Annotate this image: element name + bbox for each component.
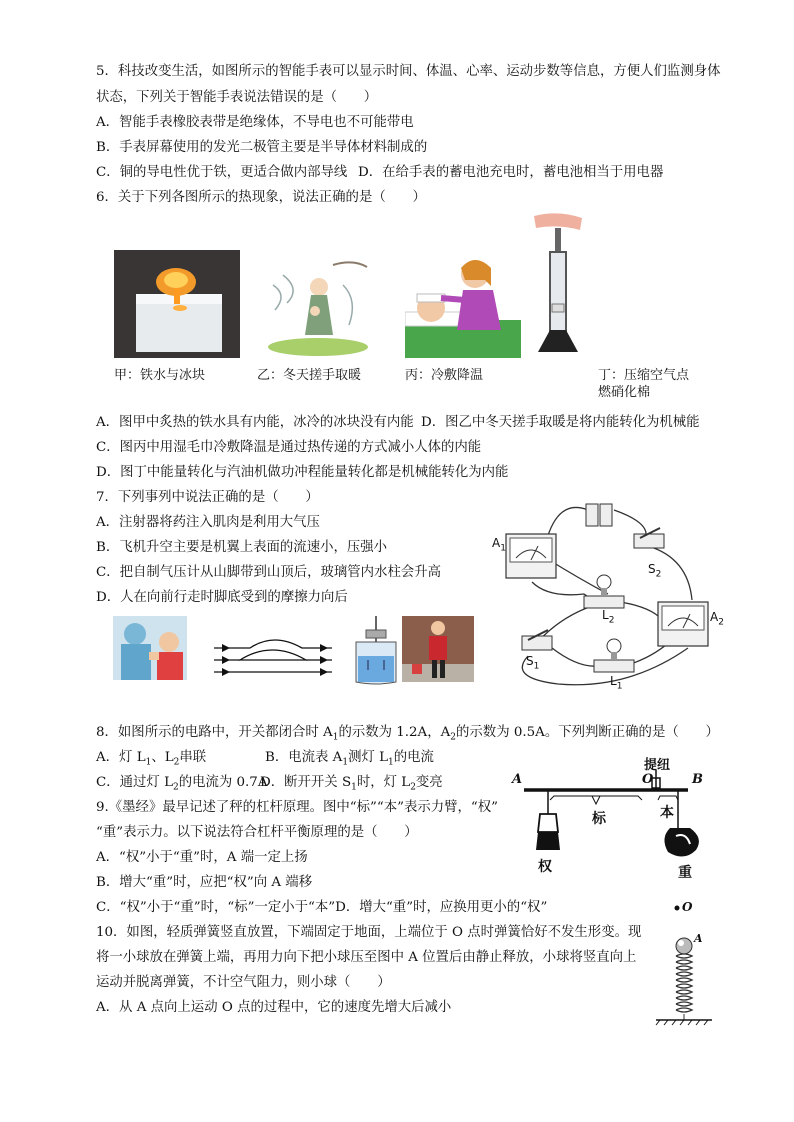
caption-yi: 乙：冬天搓手取暖 bbox=[257, 368, 362, 383]
caption-ding-line2: 燃硝化棉 bbox=[598, 385, 651, 400]
q7-stem: 7．下列事列中说法正确的是（ ） bbox=[96, 490, 319, 505]
q8-option-d: D．断开开关 $S_1$时，灯 $L_2$变亮 bbox=[260, 775, 443, 793]
q10-stem-line2: 将一小球放在弹簧上端，再用力向下把小球压至图中 A 位置后由静止释放，小球将竖直向上 bbox=[96, 950, 637, 965]
label-s1: $S_1$ bbox=[526, 654, 540, 672]
q10-stem-line1: 10．如图，轻质弹簧竖直放置，下端固定于地面，上端位于 O 点时弹簧恰好不发生形变。现 bbox=[96, 925, 642, 940]
photo-injection bbox=[113, 616, 187, 680]
caption-jia: 甲：铁水与冰块 bbox=[114, 368, 206, 383]
q5-option-b: B．手表屏幕使用的发光二极管主要是半导体材料制成的 bbox=[96, 140, 428, 155]
lever-label-ben: 本 bbox=[660, 805, 674, 821]
label-s2: $S_2$ bbox=[648, 562, 662, 580]
caption-ding-line1: 丁：压缩空气点 bbox=[598, 368, 690, 383]
spring-ball-diagram bbox=[650, 896, 720, 1026]
q7-option-a: A．注射器将药注入肌肉是利用大气压 bbox=[96, 515, 320, 530]
lever-label-a: A bbox=[512, 772, 523, 787]
spring-label-a: A bbox=[694, 932, 703, 945]
illustration-compressed-air-cylinder bbox=[528, 212, 588, 360]
wing-airflow-diagram bbox=[210, 634, 336, 682]
spring-label-o: O bbox=[682, 900, 693, 914]
lever-label-b: B bbox=[692, 772, 703, 787]
q9-option-a: A．“权”小于“重”时，A 端一定上扬 bbox=[96, 850, 308, 865]
homemade-barometer bbox=[348, 616, 404, 686]
caption-bing: 丙：冷敷降温 bbox=[405, 368, 484, 383]
q7-option-c: C．把自制气压计从山脚带到山顶后，玻璃管内水柱会升高 bbox=[96, 565, 442, 580]
q9-option-cd: C．“权”小于“重”时，“标”一定小于“本”D．增大“重”时，应换用更小的“权” bbox=[96, 900, 548, 915]
q5-stem-line1: 5．科技改变生活，如图所示的智能手表可以显示时间、体温、心率、运动步数等信息，方便人们监测身体 bbox=[96, 64, 721, 79]
q7-option-d: D．人在向前行走时脚底受到的摩擦力向后 bbox=[96, 590, 348, 605]
lever-label-tizu: 提纽 bbox=[644, 758, 671, 773]
q5-stem-line2: 状态，下列关于智能手表说法错误的是（ ） bbox=[96, 90, 378, 105]
illustration-rubbing-hands bbox=[263, 255, 373, 357]
q10-option-a: A．从 A 点向上运动 O 点的过程中，它的速度先增大后减小 bbox=[96, 1000, 452, 1015]
lever-label-quan: 权 bbox=[538, 859, 552, 875]
q8-option-c: C．通过灯 $L_2$的电流为 0.7A bbox=[96, 775, 268, 793]
label-a1: $A_1$ bbox=[492, 536, 506, 554]
q6-stem: 6．关于下列各图所示的热现象，说法正确的是（ ） bbox=[96, 190, 426, 205]
photo-molten-iron-ice bbox=[114, 250, 240, 358]
photo-walking-person bbox=[402, 616, 474, 682]
lever-label-biao: 标 bbox=[592, 811, 606, 827]
label-a2: $A_2$ bbox=[710, 610, 724, 628]
q10-stem-line3: 运动并脱离弹簧，不计空气阻力，则小球（ ） bbox=[96, 975, 391, 990]
q7-option-b: B．飞机升空主要是机翼上表面的流速小，压强小 bbox=[96, 540, 388, 555]
q9-option-b: B．增大“重”时，应把“权”向 A 端移 bbox=[96, 875, 313, 890]
label-l1: $L_1$ bbox=[610, 674, 623, 692]
lever-label-zhong: 重 bbox=[678, 865, 692, 881]
q8-option-b: B．电流表 $A_1$测灯 $L_1$的电流 bbox=[265, 750, 434, 768]
illustration-cold-compress bbox=[405, 250, 521, 358]
q9-stem-line2: “重”表示力。以下说法符合杠杆平衡原理的是（ ） bbox=[96, 825, 418, 840]
q8-option-a: A．灯 $L_1$、$L_2$串联 bbox=[96, 750, 207, 768]
label-l2: $L_2$ bbox=[602, 608, 615, 626]
q6-option-c: C．图丙中用湿毛巾冷敷降温是通过热传递的方式减小人体的内能 bbox=[96, 440, 482, 455]
steelyard-lever-diagram bbox=[508, 752, 708, 886]
q9-stem-line1: 9.《墨经》最早记述了秤的杠杆原理。图中“标”“本”表示力臂，“权” bbox=[96, 800, 499, 815]
q5-option-a: A．智能手表橡胶表带是绝缘体，不导电也不可能带电 bbox=[96, 115, 414, 130]
q6-option-a: A．图甲中炙热的铁水具有内能，冰冷的冰块没有内能 bbox=[96, 415, 414, 430]
q5-option-c: C．铜的导电性优于铁，更适合做内部导线 bbox=[96, 165, 348, 180]
q8-stem: 8．如图所示的电路中，开关都闭合时 $A_1$的示数为 1.2A，$A_2$的示数为 0.5A。下列判断正确的是（ ） bbox=[96, 725, 719, 743]
q6-option-d: D．图丁中能量转化与汽油机做功冲程能量转化都是机械能转化为内能 bbox=[96, 465, 509, 480]
q6-option-d-first: D．图乙中冬天搓手取暖是将内能转化为机械能 bbox=[421, 415, 700, 430]
q5-option-d: D．在给手表的蓄电池充电时，蓄电池相当于用电器 bbox=[358, 165, 664, 180]
circuit-diagram bbox=[488, 498, 726, 690]
lever-label-o: O bbox=[642, 772, 654, 787]
